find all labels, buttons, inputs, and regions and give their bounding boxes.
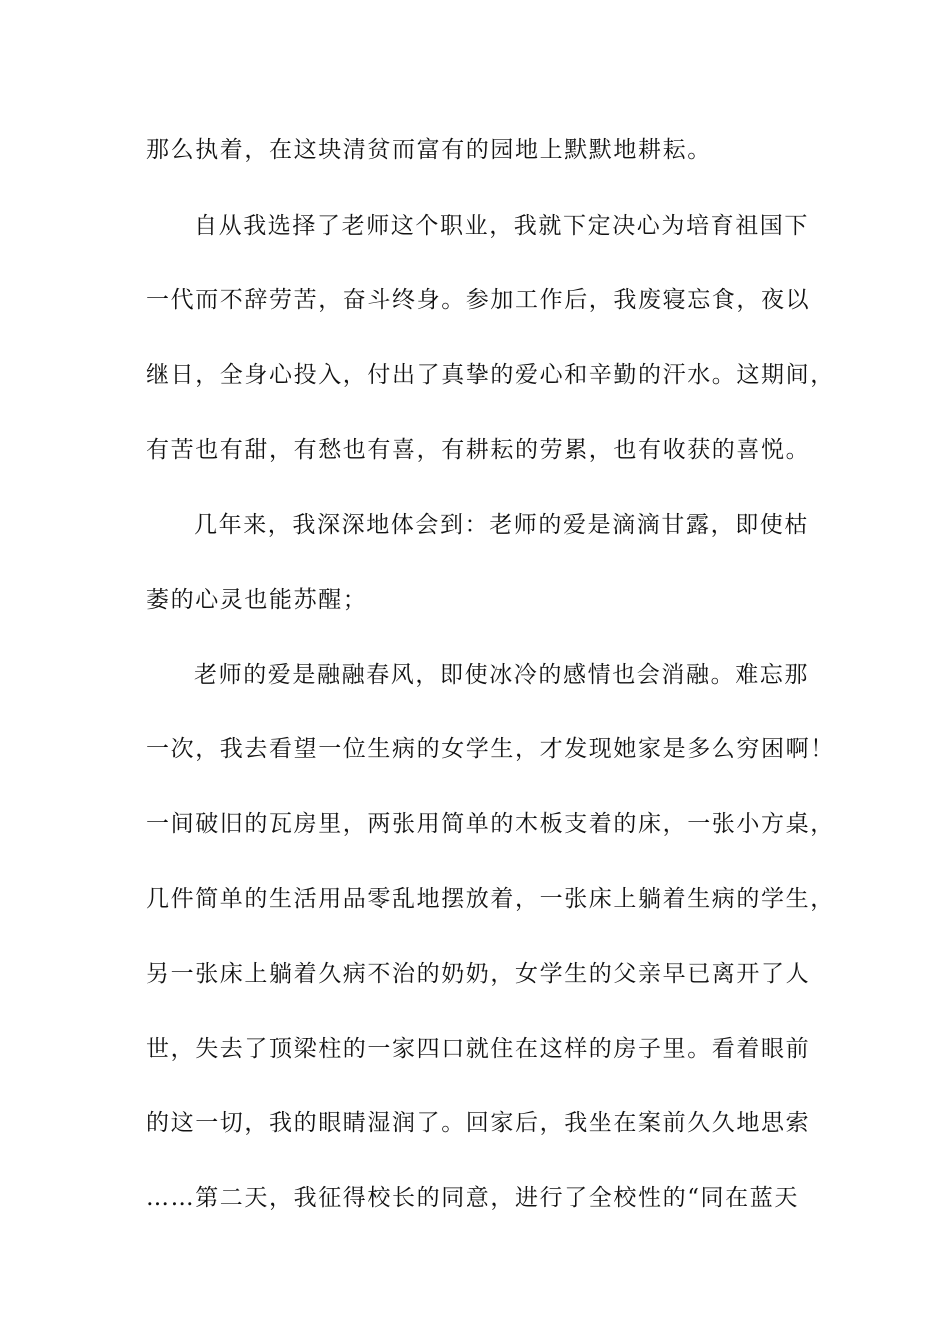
text-line: 世，失去了顶梁柱的一家四口就住在这样的房子里。看着眼前	[146, 1036, 811, 1062]
text-line: 的这一切，我的眼睛湿润了。回家后，我坐在案前久久地思索	[146, 1110, 811, 1136]
paragraph-first-line: 老师的爱是融融春风，即使冰冷的感情也会消融。难忘那	[194, 662, 809, 688]
text-line: 继日，全身心投入，付出了真挚的爱心和辛勤的汗水。这期间，	[146, 362, 835, 388]
paragraph-first-line: 自从我选择了老师这个职业，我就下定决心为培育祖国下	[194, 213, 809, 239]
text-line: 另一张床上躺着久病不治的奶奶，女学生的父亲早已离开了人	[146, 961, 811, 987]
text-line: 几件简单的生活用品零乱地摆放着，一张床上躺着生病的学生，	[146, 886, 835, 912]
text-line: 萎的心灵也能苏醒；	[146, 587, 368, 613]
text-line: 那么执着，在这块清贫而富有的园地上默默地耕耘。	[146, 137, 712, 163]
text-line: 一次，我去看望一位生病的女学生，才发现她家是多么穷困啊！	[146, 736, 835, 762]
text-line: 有苦也有甜，有愁也有喜，有耕耘的劳累，也有收获的喜悦。	[146, 437, 811, 463]
paragraph-first-line: 几年来，我深深地体会到：老师的爱是滴滴甘露，即使枯	[194, 512, 809, 538]
text-line: 一代而不辞劳苦，奋斗终身。参加工作后，我废寝忘食，夜以	[146, 287, 811, 313]
text-line: 一间破旧的瓦房里，两张用简单的木板支着的床，一张小方桌，	[146, 811, 835, 837]
text-line: ……第二天，我征得校长的同意，进行了全校性的“同在蓝天	[146, 1185, 799, 1211]
